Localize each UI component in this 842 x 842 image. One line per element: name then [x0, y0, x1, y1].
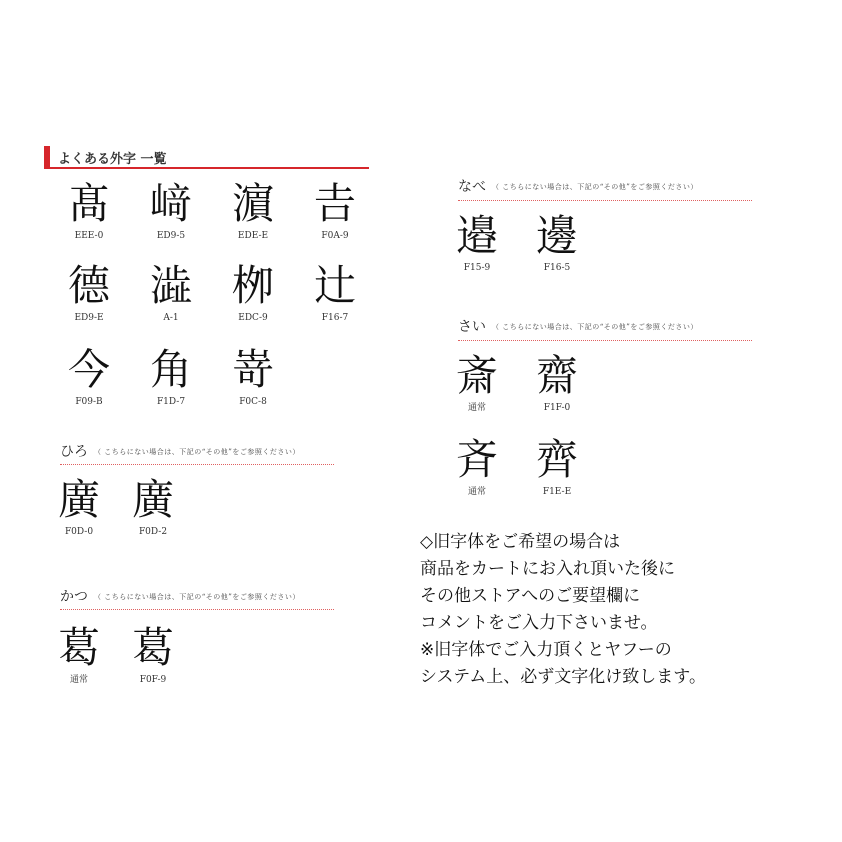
section-sai-heading	[458, 316, 698, 336]
notice-line: その他ストアへのご要望欄に	[420, 586, 641, 606]
section-divider	[458, 340, 752, 341]
kanji-cell	[52, 346, 126, 408]
section-title: なべ	[458, 179, 486, 195]
kanji-glyph: 斎	[455, 351, 498, 400]
kanji-cell	[116, 476, 190, 538]
kanji-cell	[520, 352, 594, 414]
kanji-glyph: 﨑	[149, 179, 192, 228]
kanji-code: F1F-0	[543, 403, 571, 413]
kanji-code: F09-B	[75, 397, 103, 407]
kanji-cell	[298, 262, 372, 324]
kanji-cell	[42, 624, 116, 686]
kanji-code: F0F-9	[139, 675, 167, 685]
kanji-code: F1E-E	[542, 487, 572, 497]
section-note: （ こちらにない場合は、下記の“その他”をご参照ください）	[492, 323, 698, 331]
section-katsu-heading	[60, 586, 300, 606]
notice-block	[420, 529, 706, 691]
section-divider	[60, 464, 334, 465]
kanji-glyph: 角	[149, 345, 192, 394]
kanji-code: F0D-0	[64, 527, 94, 537]
kanji-glyph: 辻	[313, 261, 356, 310]
kanji-glyph: 葛	[131, 623, 174, 672]
notice-line: システム上、必ず文字化け致します。	[420, 667, 706, 687]
kanji-cell	[440, 436, 514, 498]
section-title: ひろ	[60, 444, 88, 460]
section-divider	[60, 609, 334, 610]
kanji-glyph: 𠮷	[313, 179, 356, 228]
kanji-code: 通常	[467, 403, 486, 413]
kanji-cell	[216, 180, 290, 242]
section-note: （ こちらにない場合は、下記の“その他”をご参照ください）	[94, 448, 300, 456]
section-divider	[458, 200, 752, 201]
kanji-cell	[520, 436, 594, 498]
kanji-code: F16-7	[321, 313, 349, 323]
kanji-glyph: 廣	[131, 475, 174, 524]
kanji-glyph: 邊	[535, 211, 578, 260]
kanji-code: ED9-5	[156, 231, 186, 241]
kanji-cell	[134, 180, 208, 242]
kanji-cell	[440, 212, 514, 274]
section-note: （ こちらにない場合は、下記の“その他”をご参照ください）	[492, 183, 698, 191]
kanji-glyph: 濵	[231, 179, 274, 228]
kanji-code: F0D-2	[138, 527, 168, 537]
kanji-code: F1D-7	[156, 397, 186, 407]
heading-accent-bar	[44, 146, 50, 168]
kanji-glyph: 邉	[455, 211, 498, 260]
kanji-code: F15-9	[463, 263, 491, 273]
section-hiro-heading	[60, 441, 300, 461]
kanji-glyph: 齊	[535, 435, 578, 484]
notice-line: ※旧字体でご入力頂くとヤフーの	[420, 640, 672, 660]
notice-line: 商品をカートにお入れ頂いた後に	[420, 559, 675, 579]
kanji-cell	[298, 180, 372, 242]
heading-underline	[44, 167, 369, 169]
kanji-code: EDC-9	[238, 313, 268, 323]
section-note: （ こちらにない場合は、下記の“その他”をご参照ください）	[94, 593, 300, 601]
section-title: さい	[458, 319, 486, 335]
kanji-code: A-1	[163, 313, 179, 323]
kanji-cell	[116, 624, 190, 686]
kanji-glyph: 嵜	[231, 345, 274, 394]
kanji-code: ED9-E	[74, 313, 104, 323]
kanji-code: 通常	[69, 675, 88, 685]
kanji-cell	[134, 346, 208, 408]
kanji-code: EDE-E	[237, 231, 269, 241]
kanji-cell	[520, 212, 594, 274]
page-title: よくある外字 一覧	[58, 152, 167, 167]
notice-line: コメントをご入力下さいませ。	[420, 613, 658, 633]
kanji-code: F16-5	[543, 263, 571, 273]
notice-line: ◇旧字体をご希望の場合は	[420, 532, 621, 552]
kanji-glyph: 髙	[67, 179, 110, 228]
section-title: かつ	[60, 589, 88, 605]
kanji-cell	[52, 180, 126, 242]
kanji-code: F0C-8	[239, 397, 267, 407]
kanji-cell	[216, 346, 290, 408]
kanji-glyph: 栁	[231, 261, 274, 310]
kanji-glyph: 澁	[149, 261, 192, 310]
kanji-cell	[216, 262, 290, 324]
kanji-glyph: 葛	[57, 623, 100, 672]
kanji-glyph: 齋	[535, 351, 578, 400]
kanji-code: F0A-9	[321, 231, 349, 241]
kanji-code: 通常	[467, 487, 486, 497]
kanji-glyph: 今	[67, 345, 110, 394]
kanji-glyph: 廣	[57, 475, 100, 524]
kanji-cell	[440, 352, 514, 414]
section-nabe-heading	[458, 176, 698, 196]
kanji-cell	[42, 476, 116, 538]
kanji-code: EEE-0	[74, 231, 104, 241]
kanji-cell	[52, 262, 126, 324]
kanji-glyph: 德	[67, 261, 110, 310]
kanji-cell	[134, 262, 208, 324]
kanji-glyph: 斉	[455, 435, 498, 484]
